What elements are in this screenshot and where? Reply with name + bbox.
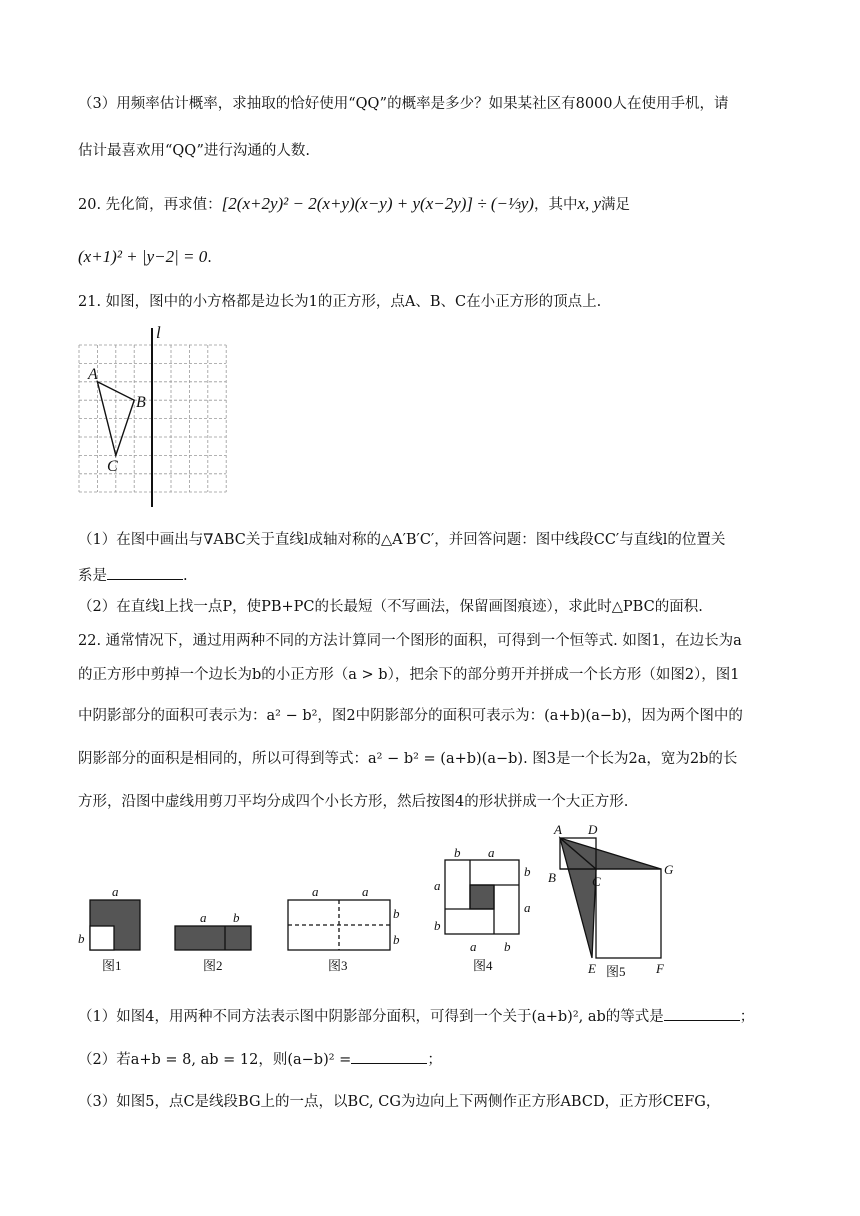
svg-text:a: a — [434, 878, 441, 893]
caption-fig3: 图3 — [328, 958, 348, 973]
svg-text:a: a — [470, 939, 477, 954]
q19-part3-line2: 估计最喜欢用“QQ”进行沟通的人数. — [78, 143, 310, 159]
q22-figures — [70, 818, 680, 988]
svg-text:b: b — [78, 931, 85, 946]
svg-text:E: E — [588, 961, 596, 976]
q21-grid-figure — [68, 322, 238, 507]
svg-text:a: a — [488, 845, 495, 860]
svg-text:a: a — [524, 900, 531, 915]
svg-text:C: C — [592, 874, 601, 889]
svg-text:b: b — [504, 939, 511, 954]
answer-blank-q22-2[interactable] — [351, 1051, 427, 1064]
fig2-rectangle — [175, 926, 251, 950]
caption-fig5: 图5 — [606, 964, 626, 979]
svg-text:b: b — [524, 864, 531, 879]
q20-prefix: 20. 先化简，再求值： — [78, 197, 222, 213]
q21-part2: （2）在直线l上找一点P，使PB+PC的长最短（不写画法，保留画图痕迹），求此时△PBC的面积. — [78, 599, 703, 615]
svg-text:b: b — [434, 918, 441, 933]
line-l-label: l — [156, 323, 161, 342]
svg-text:b: b — [393, 906, 400, 921]
q22-line1: 22. 通常情况下，通过用两种不同的方法计算同一个图形的面积，可得到一个恒等式. 如图1，在边长为a — [78, 633, 742, 649]
q20-condition: (x+1)² + |y−2| = 0 — [78, 247, 208, 266]
caption-fig2: 图2 — [203, 958, 223, 973]
caption-fig4: 图4 — [473, 958, 493, 973]
answer-blank-q21-1[interactable] — [107, 567, 183, 580]
fig4-shaded-square — [470, 885, 494, 909]
q21-part1-line1: （1）在图中画出与∇ABC关于直线l成轴对称的△A′B′C′，并回答问题：图中线段CC′与直线l的位置关 — [78, 532, 726, 548]
q20-expression: [2(x+2y)² − 2(x+y)(x−y) + y(x−2y)] ÷ (−⅓y) — [221, 194, 534, 213]
q22-line5: 方形，沿图中虚线用剪刀平均分成四个小长方形，然后按图4的形状拼成一个大正方形. — [78, 794, 629, 810]
q20-mid: ，其中 — [533, 197, 578, 213]
svg-text:D: D — [588, 822, 598, 837]
point-b-label: B — [136, 394, 146, 411]
q19-part3-line1: （3）用频率估计概率，求抽取的恰好使用“QQ”的概率是多少？如果某社区有8000人在使用手机，请 — [78, 96, 729, 112]
q20-end: . — [207, 250, 212, 266]
fig5-square-cefg — [596, 869, 661, 958]
svg-text:a: a — [200, 910, 207, 925]
q22-part2: （2）若a+b = 8, ab = 12，则(a−b)² = ； — [78, 1052, 442, 1068]
svg-text:F: F — [656, 961, 664, 976]
svg-text:b: b — [233, 910, 240, 925]
q20-line2 — [78, 247, 212, 267]
q21-part1-line2-b: . — [183, 568, 188, 584]
svg-text:a: a — [362, 884, 369, 899]
point-a-label: A — [88, 366, 98, 383]
fig1-small-square — [90, 926, 114, 950]
q22-line4: 阴影部分的面积是相同的，所以可得到等式：a² − b² = (a+b)(a−b). 图3是一个长为2a，宽为2b的长 — [78, 751, 738, 767]
q22-part3: （3）如图5，点C是线段BG上的一点，以BC, CG为边向上下两侧作正方形ABCD，正方形CEFG， — [78, 1094, 721, 1110]
svg-text:a: a — [312, 884, 319, 899]
q20-vars: x, y — [577, 194, 602, 213]
svg-text:A: A — [554, 822, 562, 837]
svg-text:b: b — [454, 845, 461, 860]
q22-line3: 中阴影部分的面积可表示为：a² − b²，图2中阴影部分的面积可表示为：(a+b)(a−b)，因为两个图中的 — [78, 708, 743, 724]
q20-line1 — [78, 193, 630, 214]
caption-fig1: 图1 — [102, 958, 122, 973]
q22-part1: （1）如图4，用两种不同方法表示图中阴影部分面积，可得到一个关于(a+b)², ab的等式是 ； — [78, 1009, 755, 1025]
svg-text:G: G — [664, 862, 674, 877]
q21-part1-line2 — [78, 564, 188, 585]
q21-intro: 21. 如图，图中的小方格都是边长为1的正方形，点A、B、C在小正方形的顶点上. — [78, 294, 602, 310]
point-c-label: C — [107, 458, 118, 475]
answer-blank-q22-1[interactable] — [664, 1008, 740, 1021]
q22-line2: 的正方形中剪掉一个边长为b的小正方形（a > b），把余下的部分剪开并拼成一个长方形（如图2），图1 — [78, 667, 740, 683]
svg-text:a: a — [112, 884, 119, 899]
q20-suffix: 满足 — [601, 197, 631, 213]
svg-text:B: B — [548, 870, 556, 885]
q21-part1-line2-a: 系是 — [78, 568, 107, 584]
svg-text:b: b — [393, 932, 400, 947]
